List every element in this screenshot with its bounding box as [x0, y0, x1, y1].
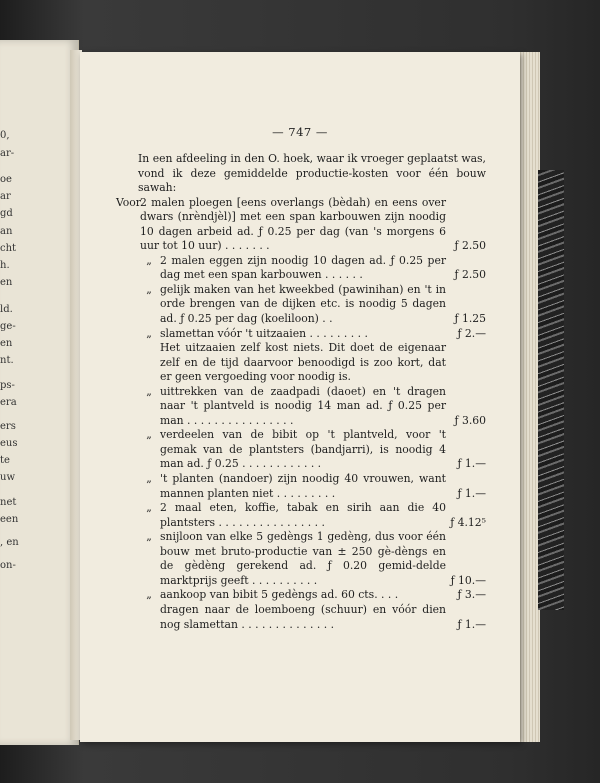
ditto-mark: „: [146, 501, 152, 515]
left-page-fragment: nt.: [0, 355, 14, 366]
left-page: [0, 40, 79, 745]
ditto-mark: „: [146, 530, 152, 544]
cost-amount: ƒ 3.60: [454, 413, 486, 427]
left-page-fragment: ar: [0, 191, 11, 202]
left-page-fragment: en: [0, 338, 13, 349]
left-page-fragment: era: [0, 397, 17, 408]
cost-description: 2 maal eten, koffie, tabak en sirih aan die 40 plantsters . . . . . . . . . . . . . . . .: [160, 501, 446, 529]
cost-item: [138, 501, 486, 530]
cost-description: 2 malen ploegen [eens overlangs (bèdah) en eens over dwars (nrèndjèl)] met een span karbouwen zijn noodig 10 dagen arbeid ad. ƒ 0.25 per dag (van 's morgens 6 uur tot 10 uur) . . . . . . .: [140, 195, 446, 253]
cost-amount: ƒ 10.—: [450, 573, 486, 587]
left-page-fragment: ge-: [0, 321, 16, 332]
cost-amount: ƒ 2.50: [454, 239, 486, 253]
cost-item: [138, 472, 486, 501]
cost-description: dragen naar de loemboeng (schuur) en vóór dien nog slamettan . . . . . . . . . . . . . .: [160, 602, 446, 631]
cost-amount: ƒ 2.—: [457, 326, 486, 340]
cost-item: [138, 341, 486, 385]
left-page-fragment: gd: [0, 208, 13, 219]
left-page-fragment: eus: [0, 438, 18, 449]
left-page-fragment: , en: [0, 537, 19, 548]
left-page-fragment: ar-: [0, 148, 15, 159]
ditto-mark: „: [146, 428, 152, 442]
left-page-fragment: een: [0, 514, 19, 525]
left-page-fragment: net: [0, 497, 17, 508]
right-page: [80, 52, 520, 742]
cost-description: snijloon van elke 5 gedèngs 1 gedèng, dus voor één bouw met bruto-productie van ± 250 gè-dèngs en de gèdèng gerekend ad. ƒ 0.20 gemid-delde marktprijs geeft . . . . . . . . . .: [160, 530, 446, 587]
cost-amount: ƒ 1.—: [457, 457, 486, 471]
text-block: [116, 152, 486, 632]
cost-amount: ƒ 1.—: [457, 486, 486, 500]
ditto-mark: „: [146, 253, 152, 267]
ditto-mark: „: [146, 472, 152, 486]
cost-list: [116, 195, 486, 632]
left-page-fragment: ps-: [0, 380, 15, 391]
cost-description: verdeelen van de bibit op 't plantveld, voor 't gemak van de plantsters (bandjarri), is noodig 4 man ad. ƒ 0.25 . . . . . . . . . . . .: [160, 428, 446, 471]
ditto-mark: „: [146, 588, 152, 602]
cost-amount: ƒ 1.25: [454, 312, 486, 326]
cost-description: aankoop van bibit 5 gedèngs ad. 60 cts. . . .: [160, 588, 399, 602]
cost-description: 2 malen eggen zijn noodig 10 dagen ad. ƒ 0.25 per dag met een span karbouwen . . . . . .: [160, 253, 446, 282]
left-page-fragment: h.: [0, 260, 10, 271]
page-edges: [518, 52, 540, 742]
cost-amount: ƒ 2.50: [454, 268, 486, 282]
left-page-fragment: cht: [0, 243, 17, 254]
left-page-fragment: te: [0, 455, 10, 466]
page-number: — 747 —: [272, 125, 328, 139]
left-page-fragment: oe: [0, 174, 12, 185]
cost-description: slamettan vóór 't uitzaaien . . . . . . . . .: [160, 326, 368, 340]
cost-item: [138, 603, 486, 632]
intro-paragraph: In een afdeeling in den O. hoek, waar ik vroeger geplaatst was, vond ik deze gemiddelde productie-kosten voor één bouw sawah:: [138, 152, 486, 195]
marbled-cover: [538, 170, 564, 610]
left-page-fragment: 0,: [0, 130, 10, 141]
left-page-fragment: on-: [0, 560, 16, 571]
voor-prefix: Voor: [116, 195, 141, 209]
cost-amount: ƒ 3.—: [457, 588, 486, 602]
cost-amount: ƒ 1.—: [457, 617, 486, 631]
cost-amount: ƒ 4.12⁵: [450, 515, 486, 529]
cost-item: [138, 385, 486, 429]
cost-item: [138, 254, 486, 283]
cost-item: [138, 327, 486, 342]
cost-description: uittrekken van de zaadpadi (daoet) en 't dragen naar 't plantveld is noodig 14 man ad. ƒ 0.25 per man . . . . . . . . . . . . . . . .: [160, 384, 446, 427]
left-page-fragment: ers: [0, 421, 16, 432]
ditto-mark: „: [146, 326, 152, 340]
cost-item: [138, 428, 486, 472]
cost-item: [116, 196, 486, 254]
cost-item: [138, 283, 486, 327]
left-page-fragment: en: [0, 277, 13, 288]
left-page-fragment: ld.: [0, 304, 13, 315]
ditto-mark: „: [146, 384, 152, 398]
left-page-fragment: an: [0, 226, 13, 237]
cost-description: 't planten (nandoer) zijn noodig 40 vrouwen, want mannen planten niet . . . . . . . . .: [160, 472, 446, 500]
cost-item: [138, 530, 486, 588]
cost-description: gelijk maken van het kweekbed (pawinihan) en 't in orde brengen van de dijken etc. is noodig 5 dagen ad. ƒ 0.25 per dag (koeliloon) . .: [160, 282, 446, 326]
left-page-fragment: uw: [0, 472, 15, 483]
cost-item: [138, 588, 486, 603]
ditto-mark: „: [146, 282, 152, 296]
cost-description: Het uitzaaien zelf kost niets. Dit doet de eigenaar zelf en de tijd daarvoor benoodigd is zoo kort, dat er geen vergoeding voor noodig is.: [160, 341, 446, 384]
